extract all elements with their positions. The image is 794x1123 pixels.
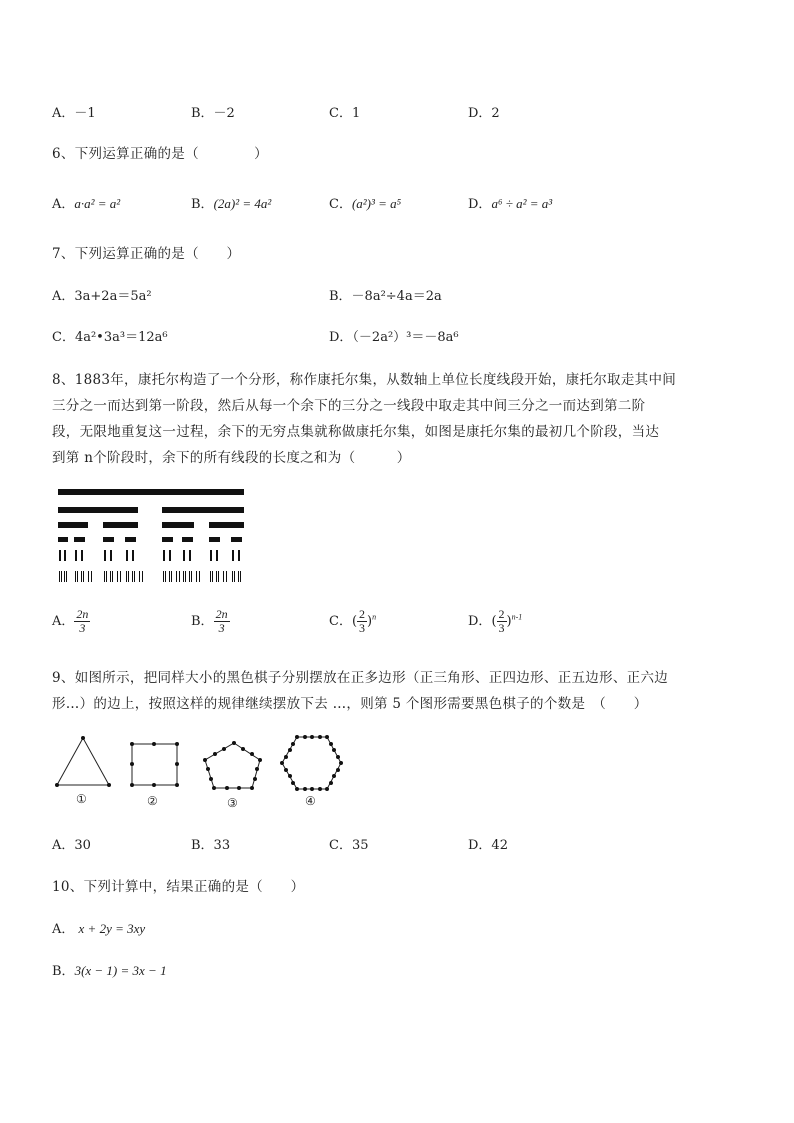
cantor-set-figure (55, 485, 250, 585)
q8-stem-line-2: 三分之一而达到第一阶段，然后从每一个余下的三分之一线段中取走其中间三分之一而达到第二阶 (52, 398, 646, 414)
q7-stem: 7、下列运算正确的是（ ） (52, 246, 241, 262)
figure-label-3: ③ (227, 796, 238, 810)
q8-option-d: D．( $\frac{2}{3}$ )$^{n-1}$ (468, 607, 523, 635)
q9-stem-line-2: 形…）的边上，按照这样的规律继续摆放下去 …，则第 5 个图形需要黑色棋子的个数是 （ ） (52, 696, 648, 712)
q9-option-b: B．33 (191, 838, 231, 853)
q7-option-a: A．3a+2a＝5a² (52, 289, 152, 304)
q10-option-b: B．3(x − 1) = 3x − 1 (52, 963, 167, 979)
q5-option-c: C．1 (329, 106, 361, 121)
cantor-stage-5 (59, 571, 241, 582)
q5-option-d: D．2 (468, 106, 500, 121)
q6-option-c: C．(a²)³ = a⁵ (329, 196, 402, 212)
q5-option-a: A．－1 (52, 106, 96, 121)
q5-option-b: B．－2 (191, 106, 235, 121)
figure-label-1: ① (76, 792, 87, 806)
q6-option-b: B．(2a)² = 4a² (191, 196, 272, 212)
q6-stem: 6、下列运算正确的是（ ） (52, 146, 268, 162)
q8-option-b: B． $\frac{2n}{3}$ (191, 607, 228, 635)
q7-option-d: D．（－2a²）³＝－8a⁶ (329, 330, 459, 345)
q6-option-a: A．a·a² = a² (52, 196, 121, 212)
cantor-stage-1 (58, 507, 244, 513)
cantor-stage-2 (58, 522, 244, 528)
figure-label-4: ④ (305, 794, 316, 808)
q8-stem-line-1: 8、1883年，康托尔构造了一个分形，称作康托尔集，从数轴上单位长度线段开始，康托尔取走其中间 (52, 372, 677, 388)
q9-stem-line-1: 9、如图所示，把同样大小的黑色棋子分别摆放在正多边形（正三角形、正四边形、正五边形、正六边 (52, 670, 669, 686)
cantor-stage-4 (59, 550, 240, 561)
square-figure (132, 744, 177, 785)
q9-option-a: A．30 (52, 838, 91, 853)
q9-option-d: D．42 (468, 838, 508, 853)
cantor-stage-3 (58, 537, 242, 542)
figure-label-2: ② (147, 794, 158, 808)
q10-option-a: A． x + 2y = 3xy (52, 921, 146, 937)
triangle-figure (57, 738, 109, 785)
q8-option-a: A． $\frac{2n}{3}$ (52, 607, 89, 635)
q6-option-d: D．a⁶ ÷ a² = a³ (468, 196, 553, 212)
pentagon-figure (205, 743, 260, 788)
q8-option-c: C．( $\frac{2}{3}$ )$^n$ (329, 607, 377, 635)
q10-stem: 10、下列计算中，结果正确的是（ ） (52, 879, 305, 895)
q8-stem-line-3: 段，无限地重复这一过程，余下的无穷点集就称做康托尔集，如图是康托尔集的最初几个阶段，当达 (52, 424, 660, 440)
q9-option-c: C．35 (329, 838, 369, 853)
cantor-stage-0 (58, 489, 244, 495)
q7-option-c: C．4a²•3a³＝12a⁶ (52, 330, 168, 345)
q7-option-b: B．－8a²÷4a＝2a (329, 289, 442, 304)
q8-stem-line-4: 到第 n个阶段时，余下的所有线段的长度之和为（ ） (52, 450, 411, 466)
